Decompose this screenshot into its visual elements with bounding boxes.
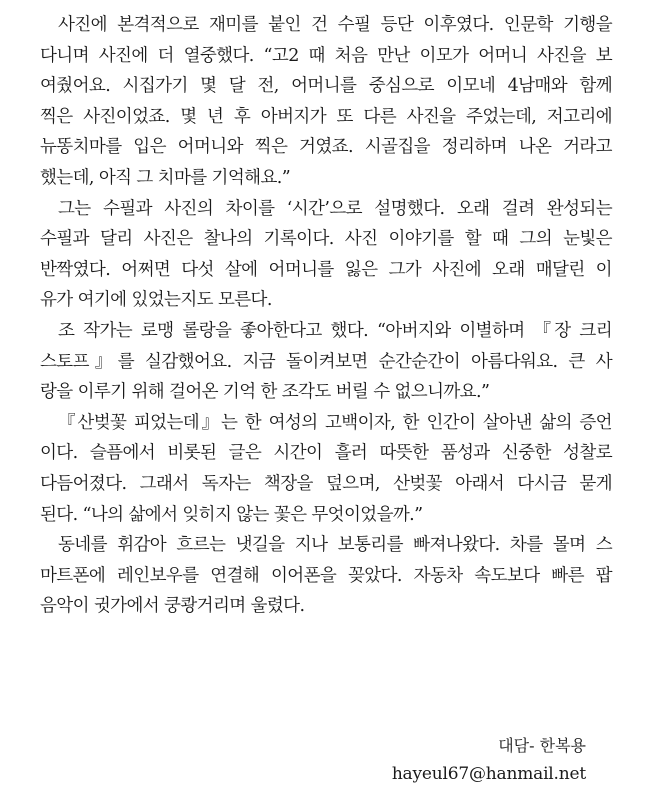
- text-line: 스토프』를 실감했어요. 지금 돌이켜보면 순간순간이 아름다워요. 큰 사: [40, 351, 612, 372]
- text-line: 반짝였다. 어쩌면 다섯 살에 어머니를 잃은 그가 사진에 오래 매달린 이: [40, 259, 612, 280]
- text-line: 유가 여기에 있었는지도 모른다.: [40, 290, 272, 311]
- text-line: 조 작가는 로맹 롤랑을 좋아한다고 했다. “아버지와 이별하며 『장 크리: [58, 320, 612, 341]
- text-line: 된다. “나의 삶에서 잊히지 않는 꽃은 무엇이었을까.”: [40, 504, 423, 525]
- text-line: 다듬어졌다. 그래서 독자는 책장을 덮으며, 산벚꽃 아래서 다시금 묻게: [40, 473, 612, 494]
- text-line: 이다. 슬픔에서 비롯된 글은 시간이 흘러 따뜻한 품성과 신중한 성찰로: [40, 443, 612, 464]
- interviewer-credit: 대담- 한복용: [498, 736, 586, 755]
- text-line: 다니며 사진에 더 열중했다. “고2 때 처음 만난 이모가 어머니 사진을 보: [40, 45, 612, 66]
- author-email: hayeul67@hanmail.net: [391, 764, 586, 784]
- text-line: 뉴똥치마를 입은 어머니와 찍은 거였죠. 시골집을 정리하며 나온 거라고: [40, 137, 612, 158]
- paragraph-5: [40, 530, 612, 622]
- text-line: 마트폰에 레인보우를 연결해 이어폰을 꽂았다. 자동차 속도보다 빠른 팝: [40, 565, 612, 586]
- text-line: 했는데, 아직 그 치마를 기억해요.”: [40, 167, 291, 188]
- paragraph-1: [40, 10, 612, 194]
- text-line: 수필과 달리 사진은 찰나의 기록이다. 사진 이야기를 할 때 그의 눈빛은: [40, 229, 612, 250]
- text-line: 음악이 귓가에서 쿵쾅거리며 울렸다.: [40, 596, 305, 617]
- paragraph-4: [40, 408, 612, 530]
- text-line: 사진에 본격적으로 재미를 붙인 건 수필 등단 이후였다. 인문학 기행을: [58, 15, 612, 35]
- text-line: 동네를 휘감아 흐르는 냇길을 지나 보통리를 빠져나왔다. 차를 몰며 스: [58, 535, 612, 556]
- text-line: 랑을 이루기 위해 걸어온 기억 한 조각도 버릴 수 없으니까요.”: [40, 382, 490, 403]
- paragraph-2: [40, 194, 612, 316]
- paragraph-3: [40, 316, 612, 408]
- text-line: 그는 수필과 사진의 차이를 ‘시간’으로 설명했다. 오래 걸려 완성되는: [58, 198, 612, 219]
- text-line: 여줬어요. 시집가기 몇 달 전, 어머니를 중심으로 이모네 4남매와 함께: [40, 76, 612, 97]
- article-body: [40, 10, 612, 622]
- text-line: 『산벚꽃 피었는데』는 한 여성의 고백이자, 한 인간이 살아낸 삶의 증언: [58, 412, 612, 433]
- text-line: 찍은 사진이었죠. 몇 년 후 아버지가 또 다른 사진을 주었는데, 저고리에: [40, 106, 612, 127]
